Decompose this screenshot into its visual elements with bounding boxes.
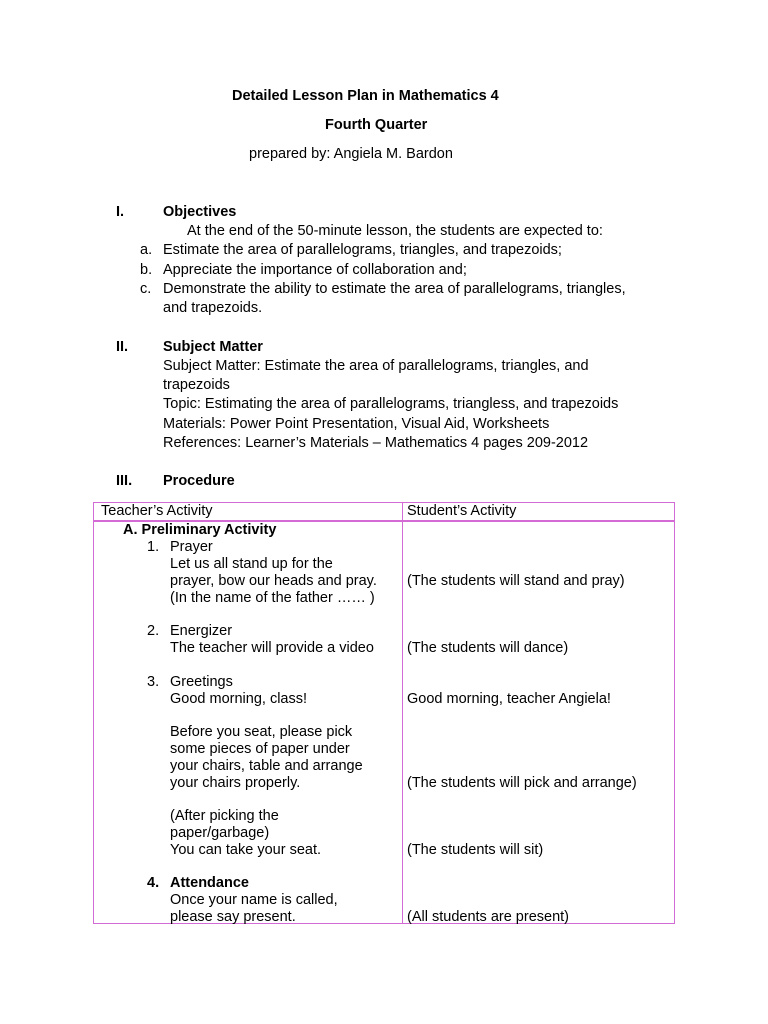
document-title: Detailed Lesson Plan in Mathematics 4 [232, 88, 499, 104]
procedure-table [93, 502, 675, 924]
objective-item: Demonstrate the ability to estimate the area of parallelograms, triangles, [163, 281, 626, 297]
teacher-line: Once your name is called, [170, 892, 338, 908]
quarter-label: Fourth Quarter [325, 117, 428, 133]
student-activity-header: Student’s Activity [407, 503, 517, 519]
teacher-line: You can take your seat. [170, 842, 322, 858]
subject-numeral: II. [116, 339, 129, 355]
teacher-line: Let us all stand up for the [170, 556, 333, 572]
procedure-numeral: III. [116, 473, 133, 489]
objectives-numeral: I. [116, 204, 125, 220]
teacher-line: The teacher will provide a video [170, 640, 374, 656]
energizer-title: Energizer [170, 623, 233, 639]
objective-item: Appreciate the importance of collaboration and; [163, 262, 467, 278]
item-number: 3. [147, 674, 160, 690]
student-response: (The students will stand and pray) [407, 573, 625, 589]
teacher-line: some pieces of paper under [170, 741, 350, 757]
objective-marker: b. [140, 262, 153, 278]
prayer-title: Prayer [170, 539, 213, 555]
prepared-by: prepared by: Angiela M. Bardon [249, 146, 453, 162]
greetings-title: Greetings [170, 674, 233, 690]
teacher-activity-header: Teacher’s Activity [101, 503, 213, 519]
objective-marker: a. [140, 242, 153, 258]
teacher-line: your chairs, table and arrange [170, 758, 363, 774]
objectives-intro: At the end of the 50-minute lesson, the students are expected to: [187, 223, 603, 239]
item-number: 2. [147, 623, 160, 639]
student-response: (All students are present) [407, 909, 569, 925]
subject-line: trapezoids [163, 377, 230, 393]
student-response: (The students will dance) [407, 640, 569, 656]
topic-line: Topic: Estimating the area of parallelograms, triangless, and trapezoids [163, 396, 619, 412]
teacher-line: paper/garbage) [170, 825, 270, 841]
references-line: References: Learner’s Materials – Mathematics 4 pages 209-2012 [163, 435, 589, 451]
materials-line: Materials: Power Point Presentation, Visual Aid, Worksheets [163, 416, 550, 432]
attendance-title: Attendance [170, 875, 249, 891]
subject-line: Subject Matter: Estimate the area of parallelograms, triangles, and [163, 358, 589, 374]
objectives-heading: Objectives [163, 204, 237, 220]
student-response: (The students will sit) [407, 842, 544, 858]
teacher-line: Before you seat, please pick [170, 724, 353, 740]
objective-marker: c. [140, 281, 152, 297]
procedure-heading: Procedure [163, 473, 235, 489]
teacher-line: (In the name of the father …… ) [170, 590, 375, 606]
teacher-line: (After picking the [170, 808, 279, 824]
item-number: 1. [147, 539, 160, 555]
item-number: 4. [147, 875, 160, 891]
student-response: Good morning, teacher Angiela! [407, 691, 611, 707]
student-response: (The students will pick and arrange) [407, 775, 637, 791]
teacher-line: your chairs properly. [170, 775, 301, 791]
column-divider [402, 503, 403, 923]
teacher-line: Good morning, class! [170, 691, 308, 707]
objective-item-continued: and trapezoids. [163, 300, 263, 316]
preliminary-activity-heading: A. Preliminary Activity [123, 522, 277, 538]
subject-heading: Subject Matter [163, 339, 263, 355]
teacher-line: prayer, bow our heads and pray. [170, 573, 377, 589]
teacher-line: please say present. [170, 909, 296, 925]
objective-item: Estimate the area of parallelograms, triangles, and trapezoids; [163, 242, 562, 258]
